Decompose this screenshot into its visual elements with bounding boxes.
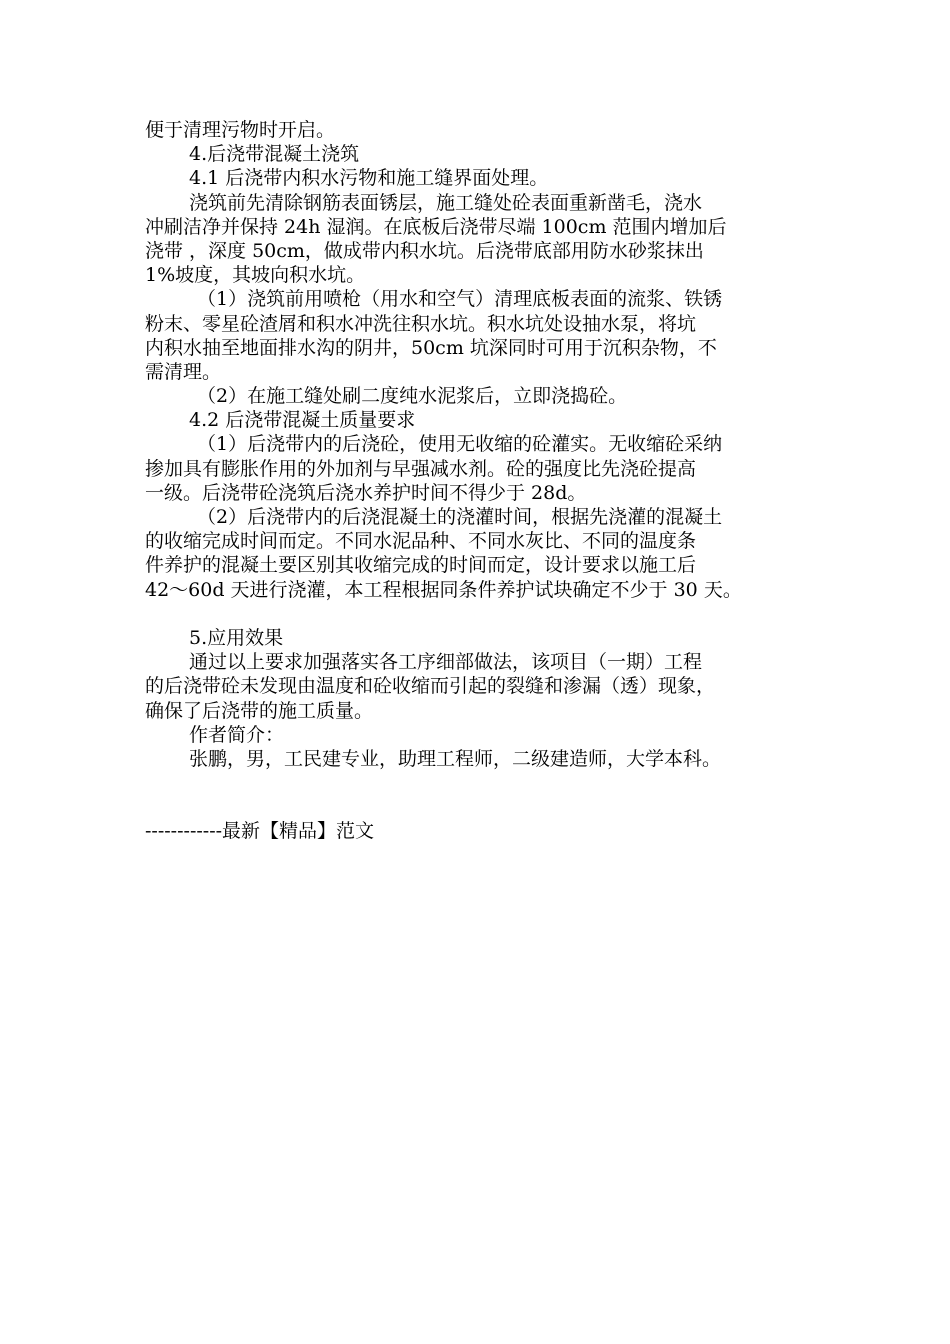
text-line: 一级。后浇带砼浇筑后浇水养护时间不得少于 28d。 xyxy=(145,481,587,504)
author-heading: 作者简介： xyxy=(189,723,285,746)
spacer xyxy=(145,602,810,626)
text-line: 粉末、零星砼渣屑和积水冲洗往积水坑。积水坑处设抽水泵，将坑 xyxy=(145,312,697,335)
section-heading: 5.应用效果 xyxy=(189,626,284,649)
text-line: （2）后浇带内的后浇混凝土的浇灌时间，根据先浇灌的混凝土 xyxy=(197,506,723,528)
text-line: 需清理。 xyxy=(145,360,222,383)
text-line: （1）浇筑前用喷枪（用水和空气）清理底板表面的流浆、铁锈 xyxy=(197,288,723,311)
text-line: 通过以上要求加强落实各工序细部做法，该项目（一期）工程 xyxy=(189,651,703,674)
text-line: 浇带 ，深度 50cm，做成带内积水坑。后浇带底部用防水砂浆抹出 xyxy=(145,239,704,262)
text-line: （2）在施工缝处刷二度纯水泥浆后，立即浇捣砼。 xyxy=(197,385,628,408)
text-line: 件养护的混凝土要区别其收缩完成的时间而定，设计要求以施工后 xyxy=(145,554,697,577)
section-heading: 4.后浇带混凝土浇筑 xyxy=(189,143,360,166)
text-line: 便于清理污物时开启。 xyxy=(145,119,336,141)
text-line: 42～60d 天进行浇灌，本工程根据同条件养护试块确定不少于 30 天。 xyxy=(145,578,742,601)
text-line: 冲刷洁净并保持 24h 湿润。在底板后浇带尽端 100cm 范围内增加后 xyxy=(145,215,727,238)
text-line: 确保了后浇带的施工质量。 xyxy=(145,699,374,722)
text-line: 浇筑前先清除钢筋表面锈层，施工缝处砼表面重新凿毛，浇水 xyxy=(189,191,703,214)
text-line: 内积水抽至地面排水沟的阴井，50cm 坑深同时可用于沉积杂物，不 xyxy=(145,336,717,359)
subsection-heading: 4.2 后浇带混凝土质量要求 xyxy=(189,409,416,432)
text-line: 的收缩完成时间而定。不同水泥品种、不同水灰比、不同的温度条 xyxy=(145,530,697,553)
text-line: 的后浇带砼未发现由温度和砼收缩而引起的裂缝和渗漏（透）现象， xyxy=(145,675,716,698)
text-line: 1%坡度，其坡向积水坑。 xyxy=(145,264,366,287)
document-page xyxy=(145,118,810,843)
text-line: 掺加具有膨胀作用的外加剂与早强减水剂。砼的强度比先浇砼提高 xyxy=(145,457,697,480)
footer-text: ------------最新【精品】范文 xyxy=(145,820,375,843)
text-line: （1）后浇带内的后浇砼，使用无收缩的砼灌实。无收缩砼采纳 xyxy=(197,433,723,456)
subsection-heading: 4.1 后浇带内积水污物和施工缝界面处理。 xyxy=(189,167,549,190)
spacer xyxy=(145,771,810,819)
author-info: 张鹏，男，工民建专业，助理工程师，二级建造师，大学本科。 xyxy=(189,747,722,770)
